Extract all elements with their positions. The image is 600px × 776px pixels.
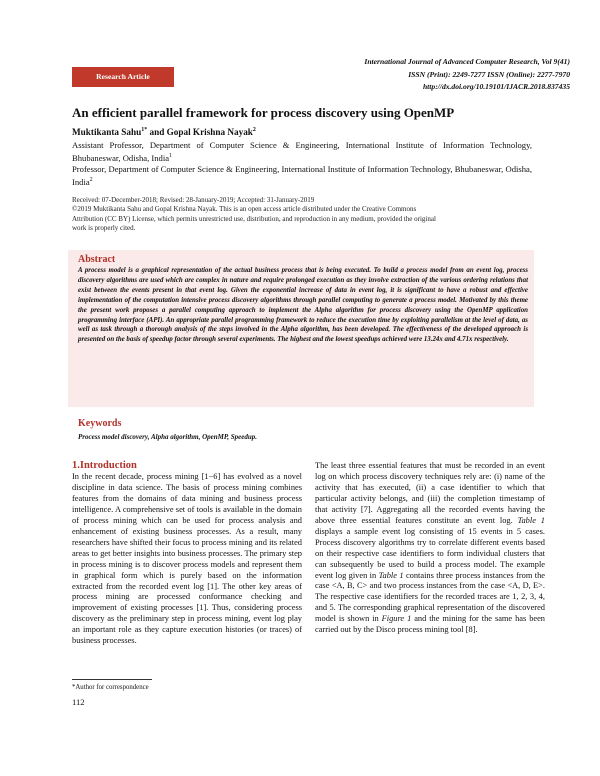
keywords-text: Process model discovery, Alpha algorithm, OpenMP, Speedup.: [78, 433, 258, 441]
intro-column-1: In the recent decade, process mining [1−6] has evolved as a novel discipline in data science. The basis of process mining combines features from the domains of data mining and business process intelligence. A comprehensive set of tools is available in the domain of process mining which can be used for process analysis and enhancement of existing business processes. As a result, many researchers have shifted their focus to process mining and its related areas to get better insights into business processes. The primary step in process mining is to discover process models and represent them in graphical form which is purely based on the information extracted from the recorded event log [1]. The other key areas of process mining are processed conformance checking and improvement of existing processes [1]. Thus, considering process discovery as the preliminary step in process mining, event log play an important role as they capture execution histories (or traces) of business processes.: [72, 472, 302, 646]
section-heading-introduction: 1.Introduction: [72, 460, 137, 471]
author-1: Muktikanta Sahu: [72, 127, 142, 138]
affiliation-1-text: Assistant Professor, Department of Computer Science & Engineering, International Institute of Information Technology, Bhubaneswar, Odisha, India: [72, 140, 532, 164]
author-2: Gopal Krishna Nayak: [166, 127, 253, 138]
page-number: 112: [72, 697, 85, 707]
abstract-heading: Abstract: [78, 254, 116, 265]
figure-1-ref[interactable]: Figure 1: [381, 614, 412, 624]
journal-header: [240, 56, 570, 94]
intro-col2-part-d: and the mining for the same has been carried out by the Disco process mining tool [8].: [315, 614, 545, 635]
author-2-sup: 2: [252, 127, 256, 133]
authors: [72, 127, 542, 137]
license-line-3: work is properly cited.: [72, 224, 136, 233]
affiliation-1: [72, 140, 532, 165]
journal-doi[interactable]: http://dx.doi.org/10.19101/IJACR.2018.837435: [422, 82, 570, 91]
intro-col2-part-a: The least three essential features that must be recorded in an event log on which process discovery techniques rely are: (i) name of the activity that has executed, (ii) a case identifier to which that particular activity belongs, and (iii) the completion timestamp of that activity [7]. Aggregating all the recorded events having the above three essential features constitute an event log.: [315, 461, 545, 525]
article-type-badge: Research Article: [72, 67, 174, 87]
affiliation-2-sup: 2: [89, 177, 93, 184]
intro-col2-part-b: displays a sample event log consisting of 15 events in 5 cases. Process discovery algorithms try to correlate different events based on their respective case identifiers to form individual clusters that can subsequently be used to build a process model. The example event log given in: [315, 526, 545, 580]
journal-issn: ISSN (Print): 2249-7277 ISSN (Online): 2277-7970: [408, 69, 570, 79]
correspondence-footnote: *Author for correspondence: [72, 684, 149, 691]
article-history: [72, 196, 532, 234]
keywords-heading: Keywords: [78, 418, 122, 429]
footnote-divider: [72, 679, 152, 680]
table-1-ref[interactable]: Table 1: [517, 515, 545, 525]
author-and: and: [147, 127, 167, 138]
affiliation-1-sup: 1: [169, 153, 173, 160]
author-1-sup: 1*: [141, 127, 148, 133]
journal-name: International Journal of Advanced Computer Research, Vol 9(41): [364, 57, 570, 66]
abstract-text: A process model is a graphical representation of the actual business process that is being executed. To build a process model from an event log, process discovery algorithms are used which are complex in nature and require prolonged execution as they involve extraction of the various ordering relations that exist between the events present in that event log. Given the exponential increase of data in event log, it is significant to have a robust and effective implementation of the computation intensive process discovery algorithms through parallel computing to generate a process model. Motivated by this theme the present work proposes a parallel computing approach to implement the Alpha algorithm for process discovery using the OpenMP application programming interface (API). An appropriate parallel programming framework to reduce the execution time by exploiting parallelism at the level of data, as well as task through a thorough analysis of the steps involved in the Alpha algorithm, has been developed. The effectiveness of the developed approach is presented on the basis of speedup factor through several experiments. The highest and the lowest speedups achieved were 13.24x and 4.71x respectively.: [78, 267, 528, 344]
affiliation-2-text: Professor, Department of Computer Science & Engineering, International Institute of Information Technology, Bhubaneswar, Odisha, India: [72, 164, 532, 188]
intro-col2-part-c: contains three process instances from the case <A, B, C> and two process instances from the case <A, D, E>. The respective case identifiers for the recorded traces are 1, 2, 3, 4, and 5. The corresponding graphical representation of the discovered model is shown in: [315, 570, 546, 624]
paper-title: An efficient parallel framework for process discovery using OpenMP: [72, 105, 455, 120]
license-line-1: ©2019 Muktikanta Sahu and Gopal Krishna Nayak. This is an open access article distributed under the Creative Commons: [72, 205, 417, 214]
intro-column-2: [315, 461, 545, 636]
table-1-ref-2[interactable]: Table 1: [378, 570, 404, 580]
history-dates: Received: 07-December-2018; Revised: 28-January-2019; Accepted: 31-January-2019: [72, 196, 315, 204]
license-line-2: Attribution (CC BY) License, which permits unrestricted use, distribution, and reproduction in any medium, provided the original: [72, 214, 436, 223]
affiliation-2: [72, 164, 532, 189]
